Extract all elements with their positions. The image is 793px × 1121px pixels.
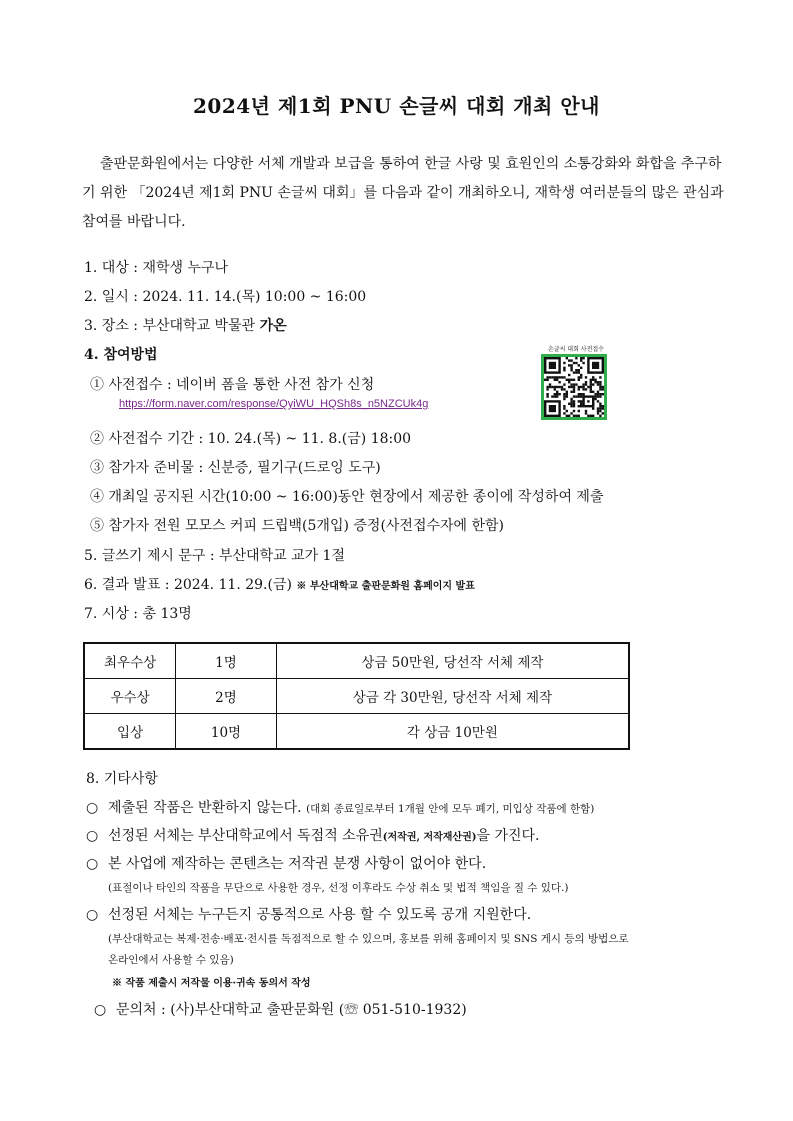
qr-code[interactable]	[541, 354, 607, 420]
award-prize: 상금 각 30만원, 당선작 서체 제작	[276, 679, 629, 714]
award-name: 입상	[84, 714, 176, 750]
etc-item-4-note-1: (부산대학교는 복제·전송·배포·전시를 독점적으로 할 수 있으며, 홍보를 위해 홈페이지 및 SNS 게시 등의 방법으로	[108, 933, 629, 945]
table-row	[84, 714, 629, 750]
etc-item-2-bold: (저작권, 저작재산권)	[382, 832, 477, 843]
item-target: 1. 대상 : 재학생 누구나	[84, 260, 229, 276]
etc-item-4-note-2: 온라인에서 사용할 수 있음)	[108, 954, 234, 966]
document-title: 2024년 제1회 PNU 손글씨 대회 개최 안내	[193, 94, 600, 118]
item-place-text: 3. 장소 : 부산대학교 박물관	[84, 318, 260, 334]
award-count: 1명	[176, 643, 277, 679]
bullet-icon: ○	[86, 828, 99, 844]
award-prize: 각 상금 10만원	[276, 714, 629, 750]
contact-text: 문의처 : (사)부산대학교 출판문화원 (☏ 051-510-1932)	[116, 1002, 467, 1018]
method-step-1: ① 사전접수 : 네이버 폼을 통한 사전 참가 신청	[90, 377, 375, 393]
item-place	[84, 315, 287, 335]
etc-item-3	[86, 853, 486, 873]
qr-code-image	[544, 357, 604, 417]
etc-item-2-text: 선정된 서체는 부산대학교에서 독점적 소유권	[108, 828, 383, 844]
item-awards-heading: 7. 시상 : 총 13명	[84, 606, 192, 622]
bullet-icon: ○	[86, 907, 99, 923]
etc-item-1-text: 제출된 작품은 반환하지 않는다.	[108, 800, 307, 816]
award-count: 2명	[176, 679, 277, 714]
awards-table	[83, 642, 630, 750]
etc-item-1-note: (대회 종료일로부터 1개월 안에 모두 폐기, 미입상 작품에 한함)	[306, 803, 595, 815]
method-step-2: ② 사전접수 기간 : 10. 24.(목) ~ 11. 8.(금) 18:00	[90, 431, 412, 447]
table-row	[84, 643, 629, 679]
etc-item-1	[86, 797, 594, 817]
item-place-venue: 가온	[259, 318, 287, 334]
item-phrase: 5. 글쓰기 제시 문구 : 부산대학교 교가 1절	[84, 548, 345, 564]
bullet-icon: ○	[94, 1002, 107, 1018]
intro-paragraph: 출판문화원에서는 다양한 서체 개발과 보급을 통하여 한글 사랑 및 효원인의 소통강화와 화합을 추구하기 위한 「2024년 제1회 PNU 손글씨 대회」를 다음과 같이 개최하오니, 재학생 여러분들의 많은 관심과 참여를 바랍니다.	[82, 156, 724, 230]
award-name: 최우수상	[84, 643, 176, 679]
bullet-icon: ○	[86, 800, 99, 816]
item-method-heading: 4. 참여방법	[84, 347, 158, 363]
etc-heading: 8. 기타사항	[86, 771, 158, 787]
table-row	[84, 679, 629, 714]
item-result-note: ※ 부산대학교 출판문화원 홈페이지 발표	[296, 581, 475, 592]
award-prize: 상금 50만원, 당선작 서체 제작	[276, 643, 629, 679]
etc-item-2-suffix: 을 가진다.	[476, 828, 540, 844]
etc-item-2	[86, 825, 539, 845]
contact-line	[94, 999, 467, 1019]
item-result	[84, 574, 475, 594]
award-name: 우수상	[84, 679, 176, 714]
item-result-text: 6. 결과 발표 : 2024. 11. 29.(금)	[84, 577, 297, 593]
registration-link[interactable]: https://form.naver.com/response/QyiWU_HQSh8s_n5NZCUk4g	[119, 398, 429, 410]
bullet-icon: ○	[86, 856, 99, 872]
etc-item-3-note: (표절이나 타인의 작품을 무단으로 사용한 경우, 선정 이후라도 수상 취소 및 법적 책임을 질 수 있다.)	[108, 882, 569, 894]
method-step-4: ④ 개최일 공지된 시간(10:00 ~ 16:00)동안 현장에서 제공한 종이에 작성하여 제출	[90, 489, 604, 505]
item-date: 2. 일시 : 2024. 11. 14.(목) 10:00 ~ 16:00	[84, 289, 367, 305]
award-count: 10명	[176, 714, 277, 750]
etc-item-3-text: 본 사업에 제작하는 콘텐츠는 저작권 분쟁 사항이 없어야 한다.	[108, 856, 487, 872]
method-step-5: ⑤ 참가자 전원 모모스 커피 드립백(5개입) 증정(사전접수자에 한함)	[90, 518, 505, 534]
etc-item-4	[86, 904, 531, 924]
etc-item-4-text: 선정된 서체는 누구든지 공통적으로 사용 할 수 있도록 공개 지원한다.	[108, 907, 532, 923]
etc-consent-note: ※ 작품 제출시 저작물 이용·귀속 동의서 작성	[112, 978, 311, 989]
qr-caption: 손글씨 대회 사전접수	[548, 346, 604, 353]
method-step-3: ③ 참가자 준비물 : 신분증, 필기구(드로잉 도구)	[90, 460, 381, 476]
